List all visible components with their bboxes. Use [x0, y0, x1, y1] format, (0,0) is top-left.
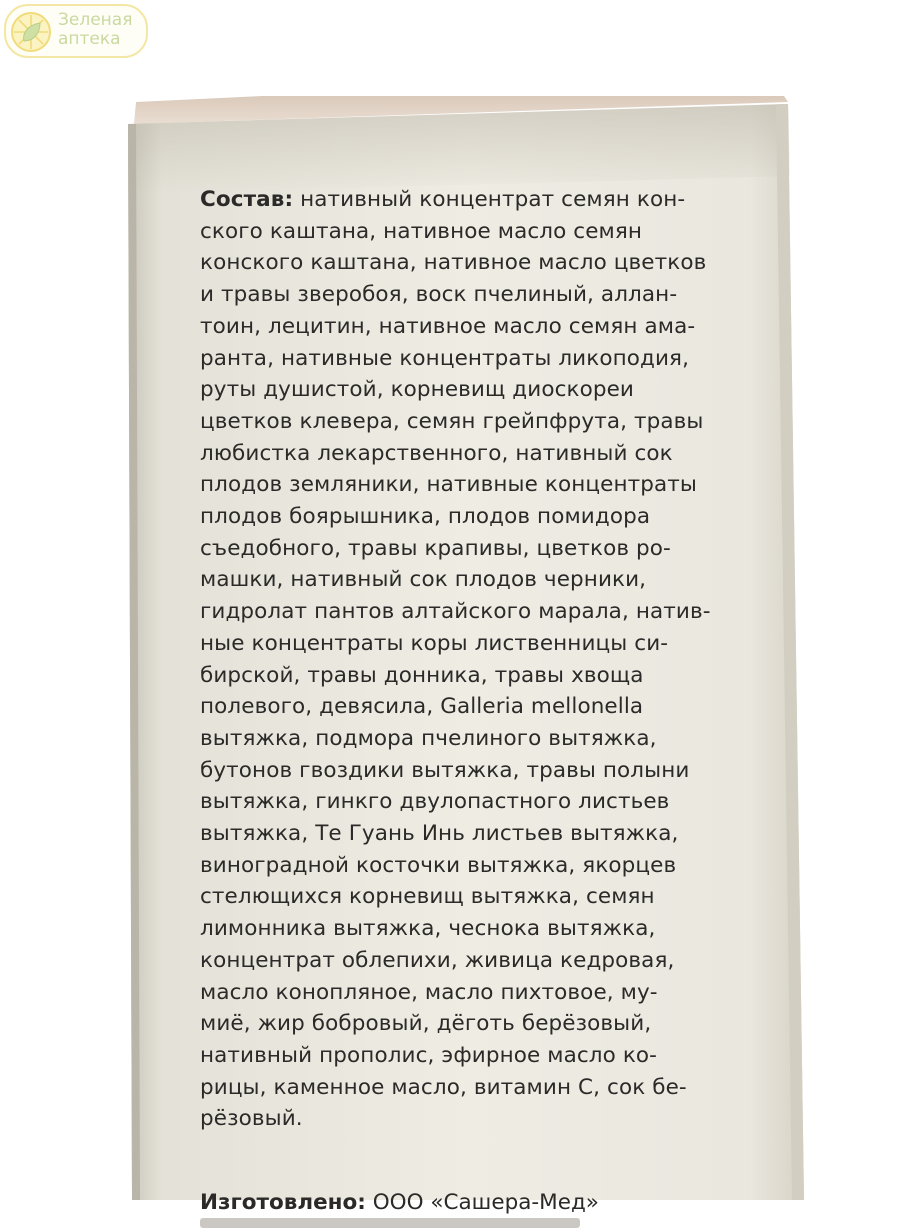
composition-line: вытяжка, гинкго двулопастного листьев [200, 789, 670, 815]
composition-line: ные концентраты коры лиственницы си- [200, 630, 669, 656]
composition-line: цветков клевера, семян грейпфрута, травы [200, 408, 704, 434]
composition-line: нативный концентрат семян кон- [300, 187, 686, 212]
composition-line: рицы, каменное масло, витамин С, сок бе- [200, 1074, 687, 1100]
manufacturer-line [200, 1188, 745, 1218]
composition-text [200, 184, 745, 1135]
composition-line: ского каштана, нативное масло семян [200, 218, 643, 244]
manufacturer-name: ООО «Сашера-Мед» [372, 1190, 599, 1215]
composition-line: плодов боярышника, плодов помидора [200, 504, 651, 530]
composition-line: плодов земляники, нативные концентраты [200, 472, 697, 498]
composition-line: концентрат облепихи, живица кедровая, [200, 947, 675, 973]
composition-first-line [200, 184, 745, 216]
composition-line: виноградной косточки вытяжка, якорцев [200, 852, 677, 878]
composition-line: руты душистой, корневищ диоскореи [200, 377, 634, 403]
composition-line: масло конопляное, масло пихтовое, му- [200, 979, 658, 1005]
logo-line-1: Зеленая [58, 10, 133, 30]
composition-line: машки, нативный сок плодов черники, [200, 567, 647, 593]
composition-line: и травы зверобоя, воск пчелиный, аллан- [200, 282, 678, 308]
composition-line: бутонов гвоздики вытяжка, травы полыни [200, 757, 690, 783]
composition-line: рёзовый. [200, 1106, 303, 1132]
composition-line: вытяжка, подмора пчелиного вытяжка, [200, 725, 657, 751]
logo-line-2: аптека [58, 29, 121, 49]
composition-line: лимонника вытяжка, чеснока вытяжка, [200, 916, 656, 942]
composition-line: тоин, лецитин, нативное масло семян ама- [200, 313, 696, 339]
pharmacy-logo [4, 4, 148, 58]
composition-line: вытяжка, Те Гуань Инь листьев вытяжка, [200, 821, 679, 847]
composition-heading: Состав: [200, 187, 294, 212]
composition-line: конского каштана, нативное масло цветков [200, 250, 707, 276]
composition-line: ранта, нативные концентраты ликоподия, [200, 345, 690, 371]
composition-line: нативный прополис, эфирное масло ко- [200, 1042, 658, 1068]
composition-line: бирской, травы донника, травы хвоща [200, 662, 644, 688]
logo-wordmark [58, 11, 132, 49]
composition-line: полевого, девясила, Galleria mellonella [200, 694, 644, 720]
composition-line: гидролат пантов алтайского марала, натив- [200, 599, 711, 625]
manufacturer-heading: Изготовлено: [200, 1190, 366, 1215]
cropped-text-line [200, 1218, 580, 1228]
composition-line: любистка лекарственного, нативный сок [200, 440, 673, 466]
composition-line: стелющихся корневищ вытяжка, семян [200, 884, 655, 910]
composition-line: съедобного, травы крапивы, цветков ро- [200, 535, 671, 561]
lemon-slice-icon [10, 11, 52, 53]
composition-line: миё, жир бобровый, дёготь берёзовый, [200, 1011, 652, 1037]
